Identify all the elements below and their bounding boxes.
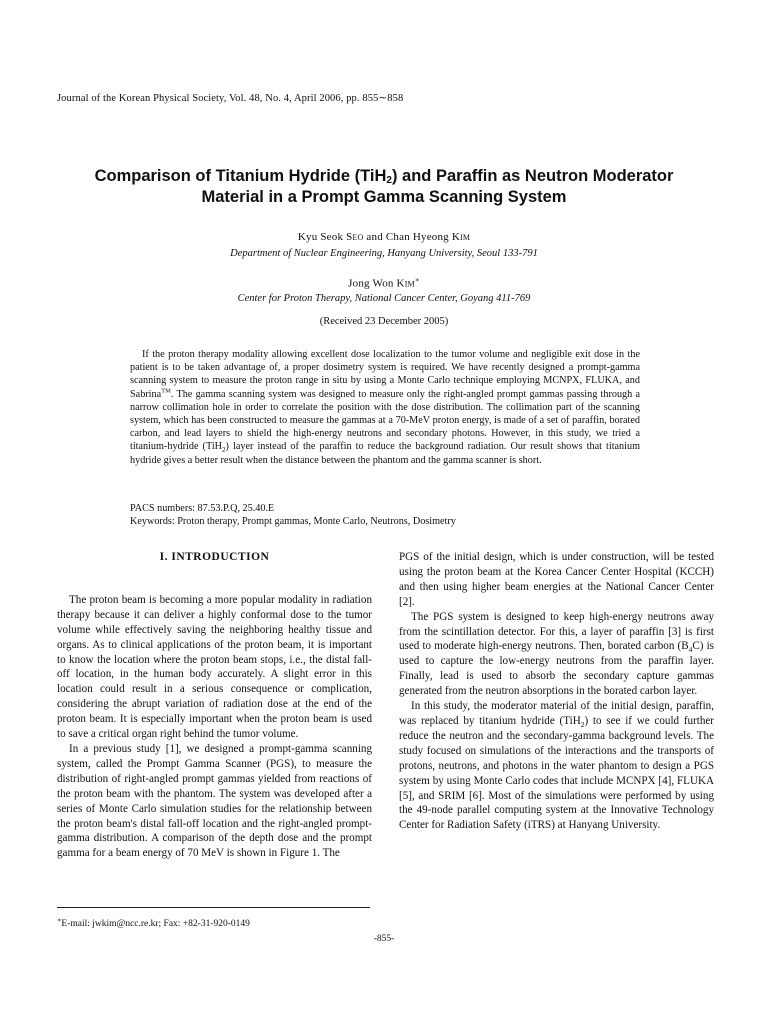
authors-line-2 (40, 276, 728, 290)
pacs-numbers: PACS numbers: 87.53.P.Q, 25.40.E (130, 503, 275, 514)
abstract-text-2: . The gamma scanning system was designed to measure only the right-angled prompt gammas passing through a narrow collimation hole in order to correlate the position with the dose distribution. The collimation part of the scanning system, which has been constructed to measure the gammas at a 70-MeV proton energy, is made of a set of paraffin, borated carbon, and lead layers to shield the high-energy neutrons and secondary photons. However, in this study, we tried a titanium-hydride (TiH (130, 388, 640, 453)
affiliation-hanyang: Department of Nuclear Engineering, Hanyang University, Seoul 133-791 (230, 248, 538, 259)
corresponding-mark: ∗ (414, 276, 420, 284)
title-part-2: ) and Paraffin as Neutron Moderator (391, 167, 674, 185)
right-p3-text-b: ) to see if we could further reduce the neutron and the secondary-gamma background levels. The study focused on simulations of the interactions and the transports of protons, neutrons, and photons in the water phantom to design a PGS system by using Monte Carlo codes that include MCNPX [4], FLUKA [5], and SRIM [6]. Most of the simulations were performed by using the 49-node parallel computing system at the Innovative Technology Center for Radiation Safety (iTRS) at Hanyang University. (399, 714, 715, 832)
authors-line-1 (40, 231, 728, 243)
trademark-mark: TM (161, 387, 171, 395)
right-column (399, 550, 714, 833)
abstract (130, 348, 640, 467)
title-line-2: Material in a Prompt Gamma Scanning System (201, 188, 567, 206)
page-number: -855- (373, 934, 395, 944)
footnote-mark: ∗ (57, 917, 62, 924)
author-seo-first: Kyu Seok (297, 231, 347, 243)
left-column (57, 548, 372, 861)
footnote-text: E-mail: jwkim@ncc.re.kr; Fax: +82-31-920-0149 (61, 919, 250, 930)
right-paragraph-2 (399, 610, 714, 699)
right-p2-text-a: The PGS system is designed to keep high-energy neutrons away from the scintillation detector. For this, a layer of paraffin [3] is first used to moderate high-energy neutrons. Then, borated carbon (B (399, 610, 714, 653)
author-kim-ch-first: Chan Hyeong (385, 231, 452, 243)
right-p2-subscript: 4 (688, 645, 693, 655)
author-kim-jw-last: Kim (396, 277, 415, 290)
intro-paragraph-2: In a previous study [1], we designed a prompt-gamma scanning system, called the Prompt Gamma Scanner (PGS), to measure the distribution of right-angled prompt gammas yielded from reactions of the proton beam with the phantom. The system was developed after a series of Monte Carlo simulation studies for the relationship between the proton beam's distal fall-off location and the right-angled prompt-gamma distribution. A comparison of the depth dose and the prompt gamma for a beam energy of 70 MeV is shown in Figure 1. The (57, 742, 372, 860)
right-paragraph-1: PGS of the initial design, which is under construction, will be tested using the proton beam at the Korea Cancer Center Hospital (KCCH) and then using higher beam energies at the National Cancer Center [2]. (399, 551, 714, 608)
abstract-text-1: If the proton therapy modality allowing excellent dose localization to the tumor volume and negligible exit dose in the patient is to be taken advantage of, a proper dosimetry system is required. We have recently designed a prompt-gamma scanning system to measure the proton range in situ by using a Monte Carlo technique employing MCNPX, FLUKA, and Sabrina (130, 349, 640, 400)
footnote-rule (57, 907, 370, 908)
journal-citation: Journal of the Korean Physical Society, Vol. 48, No. 4, April 2006, pp. 855∼858 (57, 93, 404, 104)
paper-title (40, 166, 728, 208)
author-seo-last: Seo (346, 231, 364, 243)
abstract-text-3: ) layer instead of the paraffin to reduce the background radiation. Our result shows that titanium hydride gives a better result when the distance between the phantom and the gamma scanner is short. (130, 441, 641, 466)
footnote (57, 916, 250, 929)
title-subscript: 2 (386, 175, 392, 186)
right-p3-text-a: In this study, the moderator material of the initial design, paraffin, was replaced by titanium hydride (TiH (399, 700, 714, 727)
author-conjunction: and (363, 231, 386, 243)
received-date: (Received 23 December 2005) (319, 316, 449, 327)
intro-paragraph-1: The proton beam is becoming a more popular modality in radiation therapy because it can deliver a highly conformal dose to the tumor volume while effectively saving the neighboring healthy tissue and organs. As to clinical applications of the proton beam, it is important to know the location where the proton beam stops, i.e., the distal fall-off location, in the human body accurately. A slight error in this location could result in a serious consequence or complication, considering the abrupt variation of radiation dose at the end of the proton beam. It is especially important when the proton beam is used to save a critical organ right behind the tumor volume. (57, 593, 372, 741)
right-p2-text-b: C) is used to capture the low-energy neutrons from the paraffin layer. Finally, lead is used to absorb the secondary capture gammas generated from the neutron absorptions in the borated carbon layer. (399, 640, 714, 698)
affiliation-ncc: Center for Proton Therapy, National Cancer Center, Goyang 411-769 (237, 293, 531, 304)
keywords: Keywords: Proton therapy, Prompt gammas, Monte Carlo, Neutrons, Dosimetry (130, 516, 456, 527)
title-part-1: Comparison of Titanium Hydride (TiH (94, 167, 387, 185)
right-paragraph-3 (399, 699, 714, 833)
section-heading: I. INTRODUCTION (159, 551, 270, 563)
right-p3-subscript: 2 (580, 720, 585, 730)
abstract-subscript: 2 (222, 446, 226, 455)
author-kim-jw-first: Jong Won (348, 277, 397, 290)
author-kim-ch-last: Kim (451, 231, 471, 243)
